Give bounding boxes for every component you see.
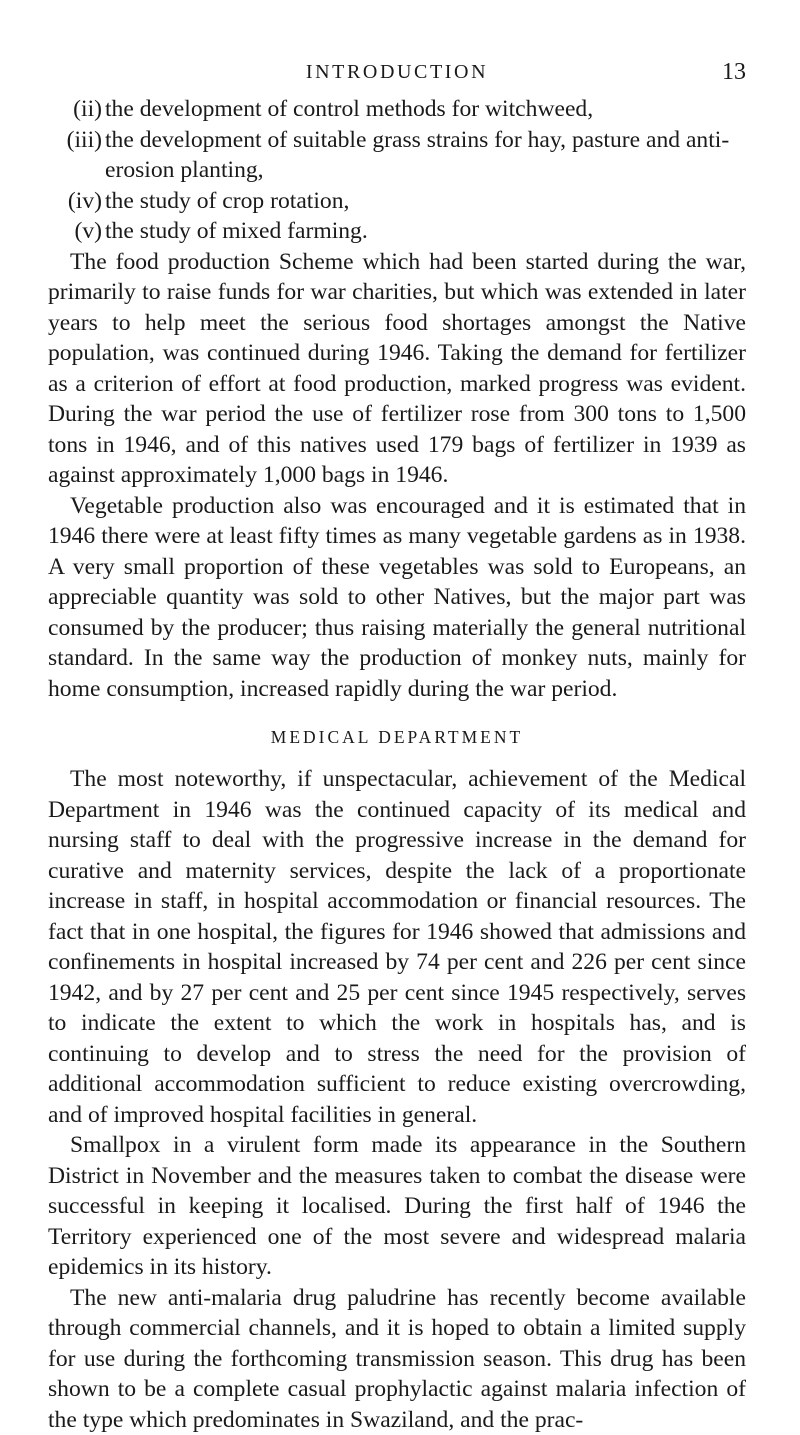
paragraph-vegetable-production: Vegetable production also was encouraged and it is estimated that in 1946 there were at least fifty times as many vegetable gardens as in 1938. A very small proportion of these vegetables was sold to Europeans, an appreciable quantity was sold to other Natives, but the major part was consumed by the producer; thus raising materially the general nutritional standard. In the same way the production of monkey nuts, mainly for home consumption, increased rapidly during the war period. [48, 491, 746, 705]
list-item-text: the study of crop rotation, [105, 188, 349, 214]
paragraph-paludrine: The new anti-malaria drug paludrine has recently become available through commercial channels, and it is hoped to obtain a limited supply for use during the forthcoming transmission season. This drug has been shown to be a complete casual prophylactic against malaria infection of the type which predominates in Swaziland, and the prac- [48, 1283, 746, 1435]
list-item-text: the development of control methods for witchweed, [105, 96, 593, 122]
page-body [48, 94, 746, 1435]
paragraph-medical-achievement: The most noteworthy, if unspectacular, achievement of the Medical Department in 1946 was the continued capacity of its medical and nursing staff to deal with the progressive increase in the demand for curative and maternity services, despite the lack of a proportionate increase in staff, in hospital accommodation or financial resources. The fact that in one hospital, the figures for 1946 showed that admissions and confinements in hospital increased by 74 per cent and 226 per cent since 1942, and by 27 per cent and 25 per cent since 1945 respectively, serves to indicate the extent to which the work in hospitals has, and is continuing to develop and to stress the need for the provision of additional accommodation sufficient to reduce existing overcrowding, and of improved hospital facilities in general. [48, 764, 746, 1130]
list-item-number: (iv) [56, 186, 102, 217]
running-head [48, 58, 746, 88]
paragraph-food-production: The food production Scheme which had been started during the war, primarily to raise funds for war charities, but which was extended in later years to help meet the serious food shortages amongst the Native population, was continued during 1946. Taking the demand for fertilizer as a criterion of effort at food production, marked progress was evident. During the war period the use of fertilizer rose from 300 tons to 1,500 tons in 1946, and of this natives used 179 bags of fertilizer in 1939 as against approximately 1,000 bags in 1946. [48, 247, 746, 491]
numbered-list [48, 94, 746, 247]
running-title: INTRODUCTION [48, 58, 746, 86]
list-item-text: the study of mixed farming. [105, 218, 368, 244]
list-item [48, 94, 746, 125]
list-item-number: (iii) [56, 125, 102, 156]
list-item [48, 186, 746, 217]
section-heading-medical: MEDICAL DEPARTMENT [48, 725, 746, 749]
paragraph-smallpox-malaria: Smallpox in a virulent form made its appearance in the Southern District in November and the measures taken to combat the disease were successful in keeping it localised. During the first half of 1946 the Territory experienced one of the most severe and widespread malaria epidemics in its history. [48, 1130, 746, 1283]
list-item [48, 216, 746, 247]
list-item-number: (v) [56, 216, 102, 247]
list-item-number: (ii) [56, 94, 102, 125]
list-item-text: the development of suitable grass strains for hay, pasture and anti-erosion planting, [105, 127, 729, 184]
list-item [48, 125, 746, 186]
page-number: 13 [722, 58, 746, 86]
